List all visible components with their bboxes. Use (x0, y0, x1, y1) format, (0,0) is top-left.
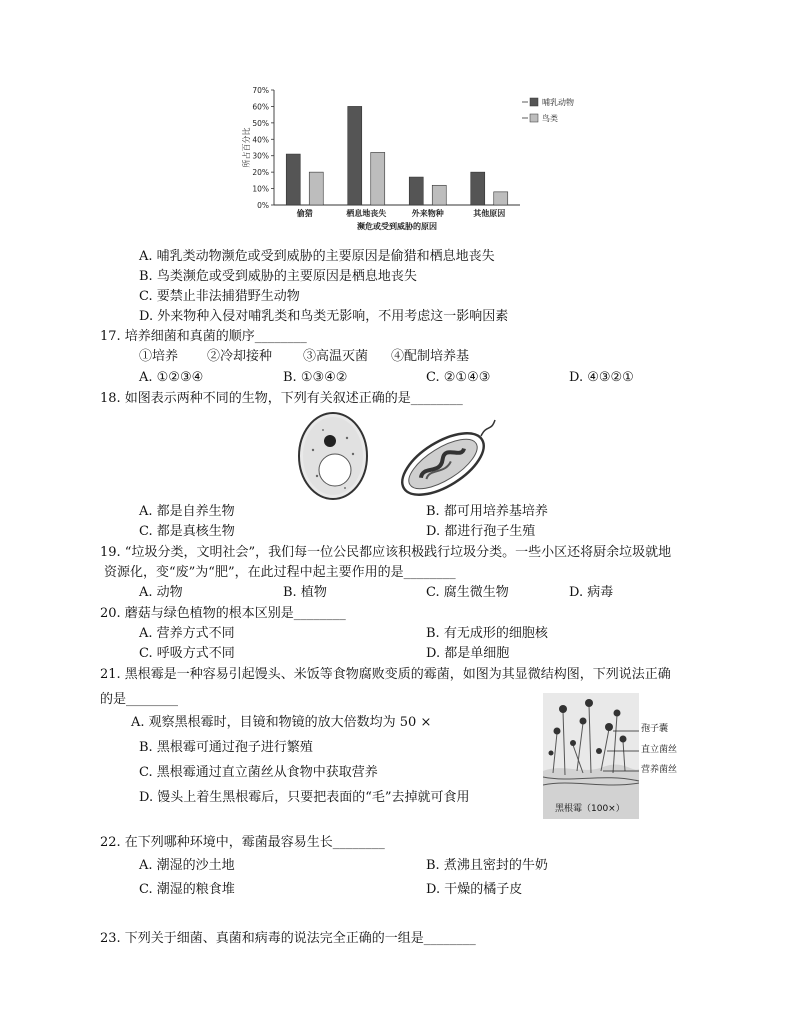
q16-option-a[interactable]: A. 哺乳类动物濒危或受到威胁的主要原因是偷猎和栖息地丧失 (139, 249, 495, 264)
q19-option-d[interactable]: D. 病毒 (569, 585, 614, 600)
x-tick-label: 栖息地丧失 (346, 209, 387, 218)
x-tick-label: 偷猎 (296, 209, 313, 218)
y-axis-label: 所占百分比 (242, 127, 251, 168)
q17-option-c[interactable]: C. ②①④③ (426, 370, 491, 385)
label-sporangium: 孢子囊 (641, 724, 669, 734)
y-tick-label: 60% (252, 102, 269, 112)
legend-swatch (530, 114, 538, 122)
q19-option-b[interactable]: B. 植物 (283, 585, 327, 600)
q20-option-b[interactable]: B. 有无成形的细胞核 (426, 626, 548, 641)
yeast-cell-figure (295, 410, 373, 502)
q19-stem-line1: 19. “垃圾分类，文明社会”，我们每一位公民都应该积极践行垃圾分类。一些小区还将厨余垃圾就地 (100, 545, 672, 560)
q16-option-d[interactable]: D. 外来物种入侵对哺乳类和鸟类无影响，不用考虑这一影响因素 (139, 309, 509, 324)
q21-stem-line2: 的是________ (100, 692, 179, 707)
q21-option-a[interactable]: A. 观察黑根霉时，目镜和物镜的放大倍数均为 50 × (131, 715, 432, 730)
q21-stem-line1: 21. 黑根霉是一种容易引起馒头、米饭等食物腐败变质的霉菌，如图为其显微结构图，下列说法正确 (100, 667, 671, 682)
q17-step-3: ③高温灭菌 (303, 349, 369, 364)
label-vegetative-hyphae: 营养菌丝 (641, 765, 678, 775)
legend-label: 哺乳动物 (542, 98, 574, 107)
q21-option-d[interactable]: D. 馒头上着生黑根霉后，只要把表面的“毛”去掉就可食用 (139, 790, 470, 805)
y-tick-label: 70% (252, 86, 269, 95)
rhizopus-micrograph (543, 693, 639, 819)
bacterium-figure (395, 414, 505, 504)
q19-stem-line2: 资源化，变“废”为“肥”，在此过程中起主要作用的是________ (104, 565, 456, 580)
y-tick-label: 50% (252, 118, 269, 128)
bar-mammal (471, 172, 485, 205)
q18-option-a[interactable]: A. 都是自养生物 (139, 504, 235, 519)
y-tick-label: 0% (257, 201, 269, 210)
q21-option-c[interactable]: C. 黑根霉通过直立菌丝从食物中获取营养 (139, 765, 378, 780)
q17-step-2: ②冷却接种 (207, 349, 273, 364)
q16-option-c[interactable]: C. 要禁止非法捕猎野生动物 (139, 289, 300, 304)
q17-step-4: ④配制培养基 (391, 349, 470, 364)
bar-bird (494, 192, 508, 205)
bar-mammal (286, 154, 300, 205)
y-tick-label: 20% (252, 168, 269, 178)
x-tick-label: 外来物种 (411, 209, 444, 218)
q20-option-d[interactable]: D. 都是单细胞 (426, 646, 510, 661)
micrograph-caption: 黑根霉（100×） (555, 804, 625, 814)
q18-stem: 18. 如图表示两种不同的生物，下列有关叙述正确的是________ (100, 391, 463, 406)
q22-option-d[interactable]: D. 干燥的橘子皮 (426, 882, 523, 897)
y-tick-label: 40% (252, 135, 269, 145)
q23-stem: 23. 下列关于细菌、真菌和病毒的说法完全正确的一组是________ (100, 931, 476, 946)
threat-causes-bar-chart (238, 82, 608, 237)
q17-option-d[interactable]: D. ④③②① (569, 370, 634, 385)
q21-option-b[interactable]: B. 黑根霉可通过孢子进行繁殖 (139, 740, 313, 755)
q17-option-b[interactable]: B. ①③④② (283, 370, 348, 385)
q19-option-c[interactable]: C. 腐生微生物 (426, 585, 509, 600)
q20-option-a[interactable]: A. 营养方式不同 (139, 626, 235, 641)
y-tick-label: 30% (252, 151, 269, 161)
q17-stem: 17. 培养细菌和真菌的顺序________ (100, 329, 307, 344)
q17-option-a[interactable]: A. ①②③④ (139, 370, 204, 385)
q20-stem: 20. 蘑菇与绿色植物的根本区别是________ (100, 606, 346, 621)
bar-bird (432, 185, 446, 205)
x-tick-label: 其他原因 (473, 209, 506, 218)
legend-label: 鸟类 (542, 114, 558, 123)
q22-option-a[interactable]: A. 潮湿的沙土地 (139, 858, 235, 873)
q22-option-c[interactable]: C. 潮湿的粮食堆 (139, 882, 235, 897)
y-tick-label: 10% (252, 184, 269, 194)
bar-mammal (348, 106, 362, 205)
x-axis-label: 濒危或受到威胁的原因 (357, 222, 437, 231)
q17-step-1: ①培养 (139, 349, 179, 364)
q22-option-b[interactable]: B. 煮沸且密封的牛奶 (426, 858, 548, 873)
q18-option-b[interactable]: B. 都可用培养基培养 (426, 504, 548, 519)
q16-option-b[interactable]: B. 鸟类濒危或受到威胁的主要原因是栖息地丧失 (139, 269, 417, 284)
label-upright-hyphae: 直立菌丝 (641, 745, 678, 755)
q18-option-c[interactable]: C. 都是真核生物 (139, 524, 235, 539)
q18-option-d[interactable]: D. 都进行孢子生殖 (426, 524, 536, 539)
bar-mammal (409, 177, 423, 205)
q22-stem: 22. 在下列哪种环境中，霉菌最容易生长________ (100, 835, 385, 850)
bar-bird (309, 172, 323, 205)
q19-option-a[interactable]: A. 动物 (139, 585, 183, 600)
q20-option-c[interactable]: C. 呼吸方式不同 (139, 646, 235, 661)
legend-swatch (530, 98, 538, 106)
bar-bird (371, 152, 385, 205)
